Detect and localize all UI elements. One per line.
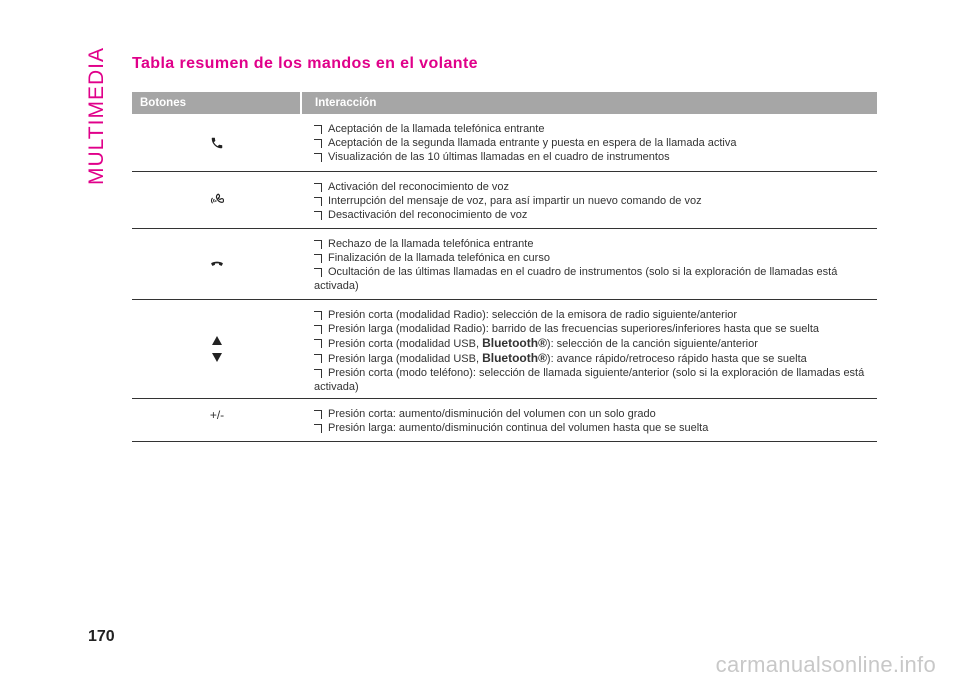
phone-hangup-icon <box>210 259 224 269</box>
controls-table <box>132 92 877 442</box>
list-item: Presión corta: aumento/disminución del volumen con un solo grado <box>314 407 877 421</box>
button-cell <box>132 399 302 441</box>
watermark: carmanualsonline.info <box>715 652 936 677</box>
table-header <box>132 92 877 114</box>
list-item: Presión larga: aumento/disminución continua del volumen hasta que se suelta <box>314 421 877 435</box>
list-item: Rechazo de la llamada telefónica entrante <box>314 237 877 251</box>
list-item: Finalización de la llamada telefónica en curso <box>314 251 877 265</box>
table-row <box>132 399 877 442</box>
usb-long-pre: Presión larga (modalidad USB, <box>328 353 483 365</box>
table-row <box>132 300 877 399</box>
list-item: Presión corta (modo teléfono): selección de llamada siguiente/anterior (solo si la exploración de llamadas está activada) <box>314 366 877 394</box>
phone-answer-icon <box>210 136 224 150</box>
bluetooth-label: Bluetooth® <box>482 351 547 365</box>
section-label-text: MULTIMEDIA <box>85 47 109 185</box>
section-label <box>84 48 110 184</box>
list-item: Visualización de las 10 últimas llamadas en el cuadro de instrumentos <box>314 150 877 164</box>
interaction-cell <box>302 172 877 228</box>
header-interaction: Interacción <box>300 92 877 114</box>
usb-long-post: ): avance rápido/retroceso rápido hasta que se suelta <box>546 353 807 365</box>
list-item: Ocultación de las últimas llamadas en el cuadro de instrumentos (solo si la exploración de llamadas está activada) <box>314 265 877 293</box>
up-down-arrows-icon <box>211 334 223 364</box>
voice-command-icon <box>210 192 224 208</box>
list-item: Presión corta (modalidad Radio): selección de la emisora de radio siguiente/anterior <box>314 308 877 322</box>
page-title: Tabla resumen de los mandos en el volante <box>132 55 478 72</box>
list-item: Desactivación del reconocimiento de voz <box>314 208 877 222</box>
list-item: Activación del reconocimiento de voz <box>314 180 877 194</box>
table-row <box>132 229 877 300</box>
button-cell <box>132 114 302 171</box>
interaction-cell <box>302 300 877 398</box>
interaction-cell <box>302 399 877 441</box>
table-row <box>132 114 877 172</box>
list-item <box>314 336 877 351</box>
list-item: Aceptación de la llamada telefónica entrante <box>314 122 877 136</box>
bluetooth-label: Bluetooth® <box>482 336 547 350</box>
header-buttons: Botones <box>140 97 186 109</box>
list-item <box>314 351 877 366</box>
interaction-cell <box>302 229 877 299</box>
list-item: Interrupción del mensaje de voz, para así impartir un nuevo comando de voz <box>314 194 877 208</box>
button-cell <box>132 172 302 228</box>
button-cell <box>132 229 302 299</box>
list-item: Aceptación de la segunda llamada entrante y puesta en espera de la llamada activa <box>314 136 877 150</box>
list-item: Presión larga (modalidad Radio): barrido de las frecuencias superiores/inferiores hasta que se suelta <box>314 322 877 336</box>
table-row <box>132 172 877 229</box>
usb-short-post: ): selección de la canción siguiente/anterior <box>546 338 758 350</box>
button-cell <box>132 300 302 398</box>
page-number: 170 <box>88 628 115 645</box>
interaction-cell <box>302 114 877 171</box>
volume-button-label: +/- <box>209 408 225 422</box>
usb-short-pre: Presión corta (modalidad USB, <box>328 338 483 350</box>
